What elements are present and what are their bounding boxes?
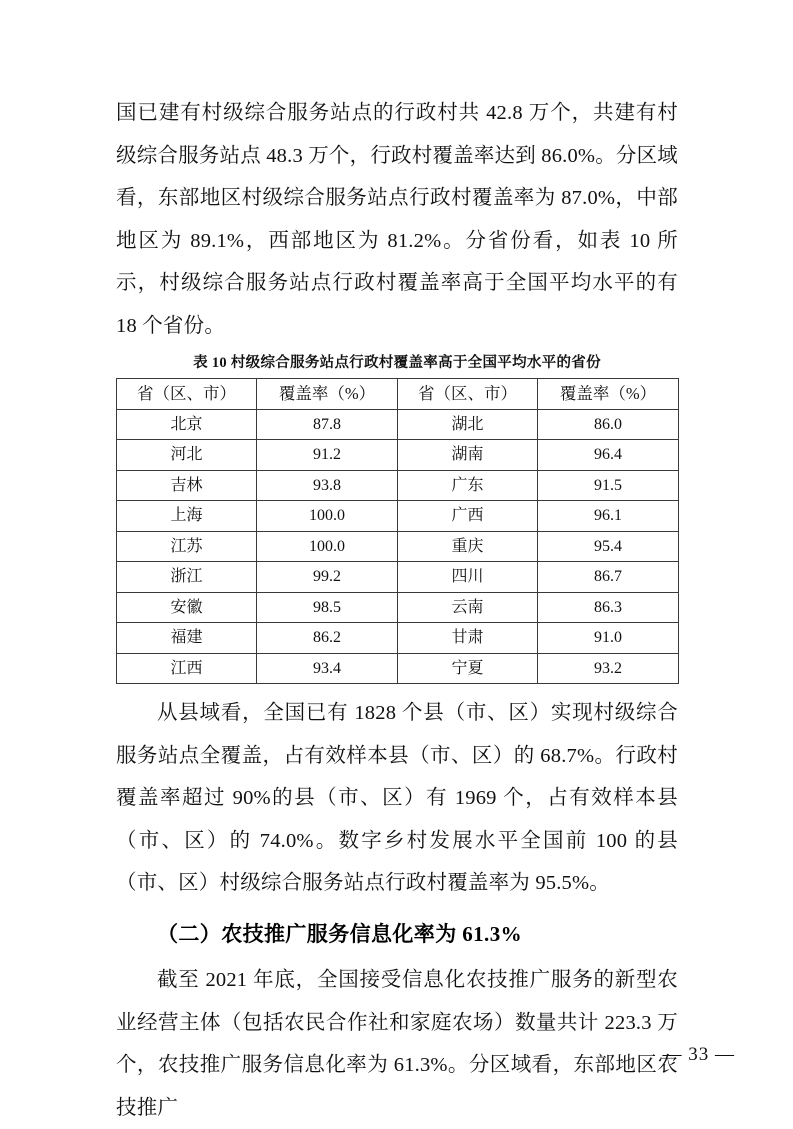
table-row [117,623,679,654]
cell-rate-right: 86.0 [538,409,679,440]
column-header-rate-left: 覆盖率（%） [257,379,398,410]
cell-rate-left: 100.0 [257,501,398,532]
page-number: — 33 — [662,1044,735,1065]
cell-rate-left: 98.5 [257,592,398,623]
table-row [117,562,679,593]
cell-province-left: 河北 [117,440,257,471]
column-header-rate-right: 覆盖率（%） [538,379,679,410]
cell-rate-right: 96.4 [538,440,679,471]
cell-rate-left: 100.0 [257,531,398,562]
cell-province-left: 安徽 [117,592,257,623]
cell-rate-right: 86.7 [538,562,679,593]
cell-province-left: 北京 [117,409,257,440]
cell-rate-left: 99.2 [257,562,398,593]
paragraph-county-statistics: 从县域看，全国已有 1828 个县（市、区）实现村级综合服务站点全覆盖，占有效样本县（市、区）的 68.7%。行政村覆盖率超过 90%的县（市、区）有 1969 个，占有效样本县（市、区）的 74.0%。数字乡村发展水平全国前 100 的县（市、区）村级综合服务站点行政村覆盖率为 95.5%。 [116,702,678,894]
column-header-province-left: 省（区、市） [117,379,257,410]
table-row [117,470,679,501]
page-content [116,92,678,1129]
cell-province-left: 浙江 [117,562,257,593]
cell-province-right: 云南 [398,592,538,623]
cell-province-right: 甘肃 [398,623,538,654]
table-row [117,440,679,471]
cell-province-right: 广西 [398,501,538,532]
table-row [117,592,679,623]
table-row [117,501,679,532]
paragraph-agri-tech-extension: 截至 2021 年底，全国接受信息化农技推广服务的新型农业经营主体（包括农民合作社和家庭农场）数量共计 223.3 万个，农技推广服务信息化率为 61.3%。分区域看，东部地区农技推广 [116,969,678,1119]
cell-province-right: 湖北 [398,409,538,440]
cell-province-left: 上海 [117,501,257,532]
table-row [117,653,679,684]
province-coverage-table [116,378,679,684]
section-heading-agri-tech: （二）农技推广服务信息化率为 61.3% [157,921,522,946]
cell-province-right: 重庆 [398,531,538,562]
cell-rate-right: 86.3 [538,592,679,623]
table-caption: 表 10 村级综合服务站点行政村覆盖率高于全国平均水平的省份 [193,355,601,371]
table-header-row [117,379,679,410]
column-header-province-right: 省（区、市） [398,379,538,410]
cell-province-right: 四川 [398,562,538,593]
cell-province-right: 宁夏 [398,653,538,684]
cell-rate-right: 91.5 [538,470,679,501]
cell-rate-left: 87.8 [257,409,398,440]
cell-province-left: 福建 [117,623,257,654]
cell-province-left: 吉林 [117,470,257,501]
cell-province-right: 湖南 [398,440,538,471]
paragraph-coverage-overview: 国已建有村级综合服务站点的行政村共 42.8 万个，共建有村级综合服务站点 48.3 万个，行政村覆盖率达到 86.0%。分区域看，东部地区村级综合服务站点行政村覆盖率为 87.0%，中部地区为 89.1%，西部地区为 81.2%。分省份看，如表 10 所示，村级综合服务站点行政村覆盖率高于全国平均水平的有 18 个省份。 [116,102,679,337]
cell-province-left: 江西 [117,653,257,684]
cell-rate-right: 93.2 [538,653,679,684]
cell-rate-left: 86.2 [257,623,398,654]
cell-rate-right: 96.1 [538,501,679,532]
cell-rate-left: 93.8 [257,470,398,501]
cell-rate-left: 91.2 [257,440,398,471]
cell-province-right: 广东 [398,470,538,501]
cell-rate-right: 91.0 [538,623,679,654]
table-row [117,409,679,440]
table-row [117,531,679,562]
cell-rate-left: 93.4 [257,653,398,684]
cell-province-left: 江苏 [117,531,257,562]
cell-rate-right: 95.4 [538,531,679,562]
